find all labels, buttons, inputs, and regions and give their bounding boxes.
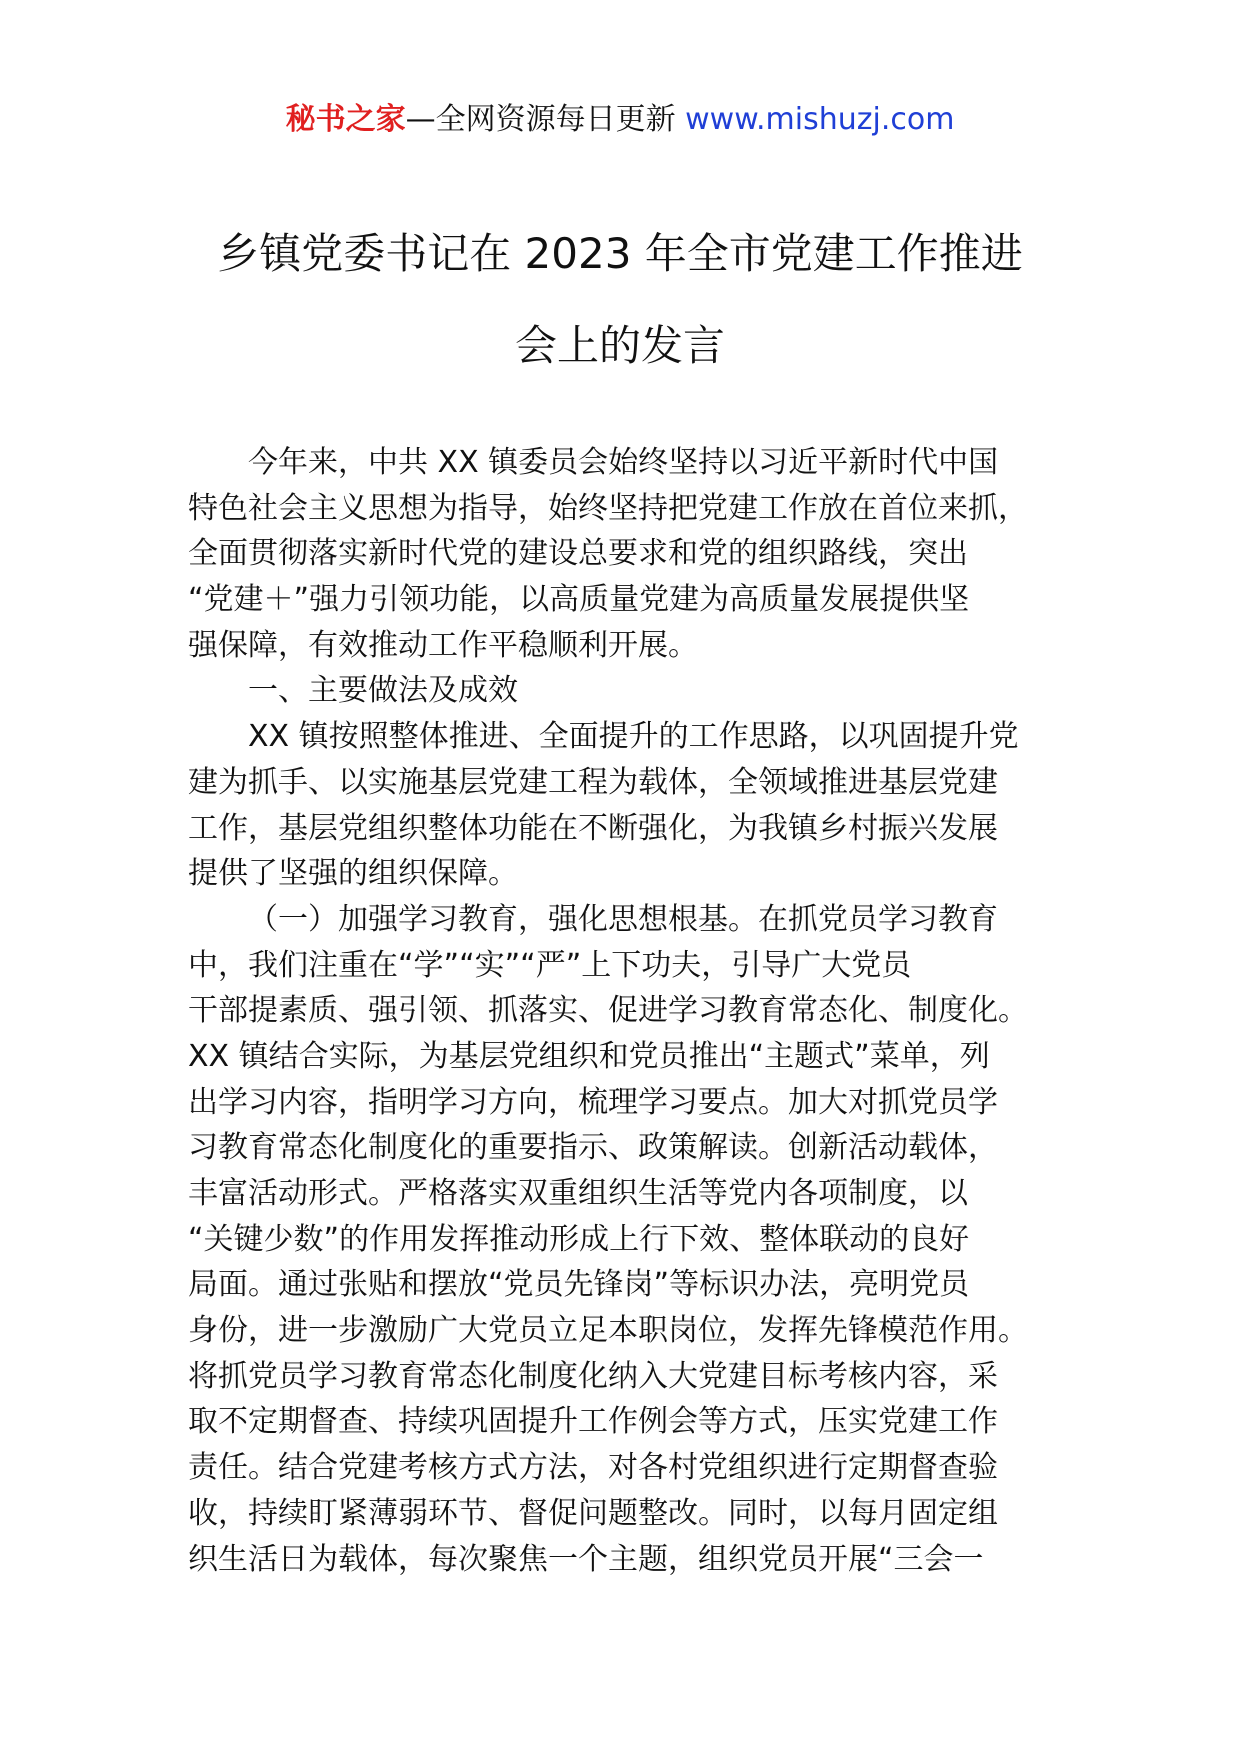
body-line: 干部提素质、强引领、抓落实、促进学习教育常态化、制度化。 bbox=[188, 993, 1028, 1029]
body-line: 特色社会主义思想为指导，始终坚持把党建工作放在首位来抓， bbox=[188, 490, 1028, 526]
body-line: 工作，基层党组织整体功能在不断强化，为我镇乡村振兴发展 bbox=[188, 810, 998, 846]
body-line: 局面。通过张贴和摆放“党员先锋岗”等标识办法，亮明党员 bbox=[188, 1267, 970, 1303]
document-title bbox=[130, 208, 1110, 392]
body-line: 将抓党员学习教育常态化制度化纳入大党建目标考核内容，采 bbox=[188, 1358, 998, 1394]
body-line: 强保障，有效推动工作平稳顺利开展。 bbox=[188, 627, 698, 663]
document-body bbox=[188, 440, 1068, 1582]
body-line: 提供了坚强的组织保障。 bbox=[188, 856, 518, 892]
title-line-2: 会上的发言 bbox=[514, 321, 725, 370]
body-line: 全面贯彻落实新时代党的建设总要求和党的组织路线，突出 bbox=[188, 536, 968, 572]
site-header bbox=[0, 100, 1240, 140]
body-line: “党建＋”强力引领功能，以高质量党建为高质量发展提供坚 bbox=[188, 582, 970, 618]
title-line-1: 乡镇党委书记在 2023 年全市党建工作推进 bbox=[217, 229, 1023, 278]
body-line: 身份，进一步激励广大党员立足本职岗位，发挥先锋模范作用。 bbox=[188, 1313, 1028, 1349]
body-line: 习教育常态化制度化的重要指示、政策解读。创新活动载体， bbox=[188, 1130, 998, 1166]
body-line: XX 镇按照整体推进、全面提升的工作思路，以巩固提升党 bbox=[248, 719, 1019, 755]
section-heading: 一、主要做法及成效 bbox=[248, 673, 518, 709]
body-line: “关键少数”的作用发挥推动形成上行下效、整体联动的良好 bbox=[188, 1221, 970, 1257]
body-line: 取不定期督查、持续巩固提升工作例会等方式，压实党建工作 bbox=[188, 1404, 998, 1440]
site-brand: 秘书之家 bbox=[285, 102, 406, 137]
subsection-line: （一）加强学习教育，强化思想根基。在抓党员学习教育 bbox=[248, 901, 998, 937]
body-line: 丰富活动形式。严格落实双重组织生活等党内各项制度，以 bbox=[188, 1176, 968, 1211]
body-line: 收，持续盯紧薄弱环节、督促问题整改。同时，以每月固定组 bbox=[188, 1495, 998, 1531]
body-line: 织生活日为载体，每次聚焦一个主题，组织党员开展“三会一 bbox=[188, 1541, 984, 1577]
body-line: 责任。结合党建考核方式方法，对各村党组织进行定期督查验 bbox=[188, 1450, 998, 1486]
body-line: XX 镇结合实际，为基层党组织和党员推出“主题式”菜单，列 bbox=[188, 1038, 990, 1074]
body-line: 出学习内容，指明学习方向，梳理学习要点。加大对抓党员学 bbox=[188, 1084, 998, 1120]
body-line: 建为抓手、以实施基层党建工程为载体，全领域推进基层党建 bbox=[188, 764, 998, 800]
site-url-link[interactable]: www.mishuzj.com bbox=[685, 102, 955, 137]
body-line: 今年来，中共 XX 镇委员会始终坚持以习近平新时代中国 bbox=[248, 445, 999, 480]
site-slogan: —全网资源每日更新 bbox=[405, 102, 676, 137]
body-line: 中，我们注重在“学”“实”“严”上下功夫，引导广大党员 bbox=[188, 947, 912, 983]
